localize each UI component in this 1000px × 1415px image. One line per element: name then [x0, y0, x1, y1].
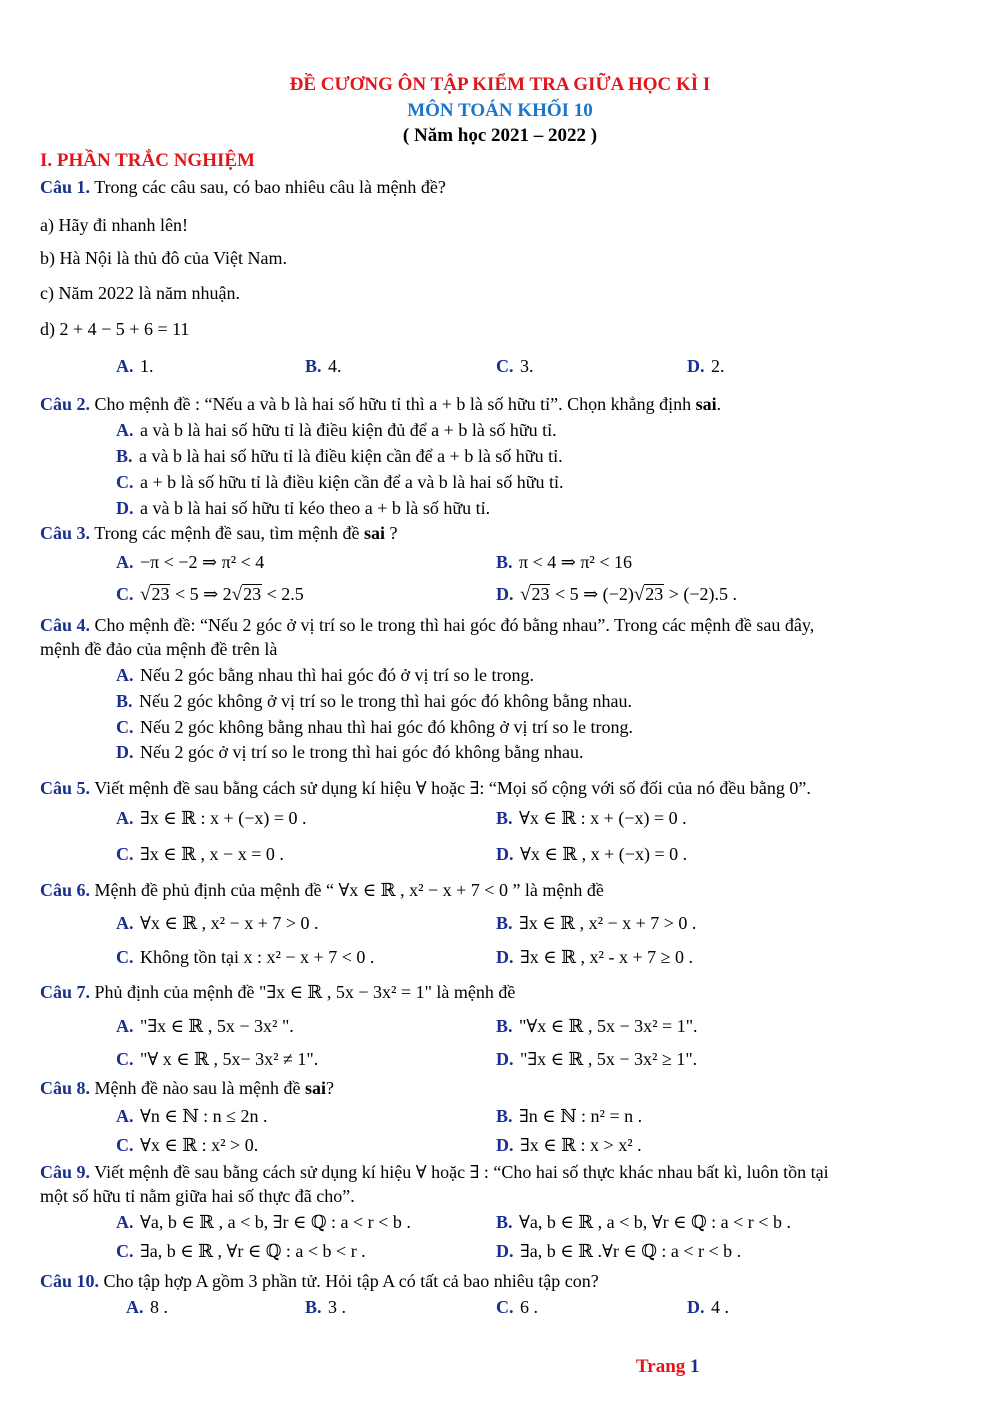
school-year: ( Năm học 2021 – 2022 ) — [402, 125, 598, 146]
option-b: B. Nếu 2 góc không ở vị trí so le trong thì hai góc đó không bằng nhau. — [116, 691, 632, 711]
option-c: C. ∃x ∈ ℝ , x − x = 0 . — [116, 844, 284, 864]
question-label: Câu 1. — [40, 177, 91, 197]
statement-d: d) 2 + 4 − 5 + 6 = 11 — [40, 319, 190, 339]
option-d: D. Nếu 2 góc ở vị trí so le trong thì hai góc đó không bằng nhau. — [116, 742, 584, 762]
section-heading: I. PHẦN TRẮC NGHIỆM — [40, 150, 255, 171]
option-d: D. 2. — [687, 356, 725, 376]
option-d: D. a và b là hai số hữu tỉ kéo theo a + b là số hữu tỉ. — [116, 498, 491, 518]
question-text: Trong các câu sau, có bao nhiêu câu là mệnh đề? — [94, 177, 446, 197]
option-a: A. ∀n ∈ ℕ : n ≤ 2n . — [116, 1106, 268, 1126]
option-d: D. ∃x ∈ ℝ , x² - x + 7 ≥ 0 . — [496, 947, 693, 967]
statement-c: c) Năm 2022 là năm nhuận. — [40, 283, 240, 303]
question-5: Câu 5. Viết mệnh đề sau bằng cách sử dụng kí hiệu ∀ hoặc ∃: “Mọi số cộng với số đối của nó đều bằng 0”. — [40, 778, 811, 798]
question-1 — [40, 176, 446, 198]
page-number: Trang 1 — [636, 1356, 700, 1377]
option-d: D. ∃a, b ∈ ℝ .∀r ∈ ℚ : a < r < b . — [496, 1241, 742, 1261]
option-a: A. −π < −2 ⇒ π² < 4 — [116, 552, 265, 572]
option-d: D. 4 . — [687, 1297, 729, 1317]
option-a: A. Nếu 2 góc bằng nhau thì hai góc đó ở vị trí so le trong. — [116, 665, 534, 685]
option-a: A. ∀x ∈ ℝ , x² − x + 7 > 0 . — [116, 913, 319, 933]
option-c: C. 6 . — [496, 1297, 538, 1317]
option-b: B. ∃n ∈ ℕ : n² = n . — [496, 1106, 643, 1126]
statement-b: b) Hà Nội là thủ đô của Việt Nam. — [40, 248, 288, 268]
option-a: A. ∀a, b ∈ ℝ , a < b, ∃r ∈ ℚ : a < r < b . — [116, 1212, 411, 1232]
option-d: D. √23 < 5 ⇒ (−2)√23 > (−2).5 . — [496, 584, 738, 605]
option-c: C. Không tồn tại x : x² − x + 7 < 0 . — [116, 947, 375, 967]
option-d: D. "∃x ∈ ℝ , 5x − 3x² ≥ 1". — [496, 1049, 698, 1069]
question-4: Câu 4. Cho mệnh đề: “Nếu 2 góc ở vị trí so le trong thì hai góc đó bằng nhau”. Trong các mệnh đề sau đây, — [40, 615, 815, 635]
option-c: C. ∀x ∈ ℝ : x² > 0. — [116, 1135, 259, 1155]
document-subtitle: MÔN TOÁN KHỐI 10 — [407, 100, 593, 121]
question-9-cont: một số hữu tỉ nằm giữa hai số thực đã cho”. — [40, 1186, 355, 1206]
option-c: C. "∀ x ∈ ℝ , 5x− 3x² ≠ 1". — [116, 1049, 319, 1069]
option-c: C. Nếu 2 góc không bằng nhau thì hai góc đó không ở vị trí so le trong. — [116, 717, 633, 737]
option-b: B. 3 . — [305, 1297, 347, 1317]
question-7: Câu 7. Phủ định của mệnh đề "∃x ∈ ℝ , 5x − 3x² = 1" là mệnh đề — [40, 982, 516, 1002]
option-c: C. a + b là số hữu tỉ là điều kiện cần để a và b là hai số hữu tỉ. — [116, 472, 564, 492]
option-b: B. a và b là hai số hữu tỉ là điều kiện cần để a + b là số hữu tỉ. — [116, 446, 563, 466]
option-d: D. ∃x ∈ ℝ : x > x² . — [496, 1135, 642, 1155]
question-6: Câu 6. Mệnh đề phủ định của mệnh đề “ ∀x ∈ ℝ , x² − x + 7 < 0 ” là mệnh đề — [40, 880, 604, 900]
statement-a: a) Hãy đi nhanh lên! — [40, 215, 188, 235]
question-9: Câu 9. Viết mệnh đề sau bằng cách sử dụng kí hiệu ∀ hoặc ∃ : “Cho hai số thực khác nhau bất kì, luôn tồn tại — [40, 1162, 829, 1182]
option-c: C. √23 < 5 ⇒ 2√23 < 2.5 — [116, 584, 304, 605]
option-a: A. 8 . — [126, 1297, 168, 1317]
option-b: B. ∀x ∈ ℝ : x + (−x) = 0 . — [496, 808, 687, 828]
question-4-cont: mệnh đề đảo của mệnh đề trên là — [40, 639, 278, 659]
option-d: D. ∀x ∈ ℝ , x + (−x) = 0 . — [496, 844, 688, 864]
option-b: B. ∃x ∈ ℝ , x² − x + 7 > 0 . — [496, 913, 697, 933]
option-b: B. π < 4 ⇒ π² < 16 — [496, 552, 632, 572]
option-a: A. 1. — [116, 356, 154, 376]
question-3: Câu 3. Trong các mệnh đề sau, tìm mệnh đề sai ? — [40, 523, 398, 543]
question-10: Câu 10. Cho tập hợp A gồm 3 phần tử. Hỏi tập A có tất cả bao nhiêu tập con? — [40, 1271, 599, 1291]
option-a: A. "∃x ∈ ℝ , 5x − 3x² ". — [116, 1016, 294, 1036]
option-a: A. a và b là hai số hữu tỉ là điều kiện đủ để a + b là số hữu tỉ. — [116, 420, 557, 440]
option-a: A. ∃x ∈ ℝ : x + (−x) = 0 . — [116, 808, 307, 828]
option-b: B. ∀a, b ∈ ℝ , a < b, ∀r ∈ ℚ : a < r < b . — [496, 1212, 791, 1232]
document-title: ĐỀ CƯƠNG ÔN TẬP KIỂM TRA GIỮA HỌC KÌ I — [289, 74, 711, 95]
option-c: C. ∃a, b ∈ ℝ , ∀r ∈ ℚ : a < b < r . — [116, 1241, 366, 1261]
option-b: B. 4. — [305, 356, 342, 376]
question-2: Câu 2. Cho mệnh đề : “Nếu a và b là hai số hữu tỉ thì a + b là số hữu tỉ”. Chọn khẳng định sai. — [40, 394, 722, 414]
option-c: C. 3. — [496, 356, 534, 376]
option-b: B. "∀x ∈ ℝ , 5x − 3x² = 1". — [496, 1016, 698, 1036]
question-8: Câu 8. Mệnh đề nào sau là mệnh đề sai? — [40, 1078, 334, 1098]
